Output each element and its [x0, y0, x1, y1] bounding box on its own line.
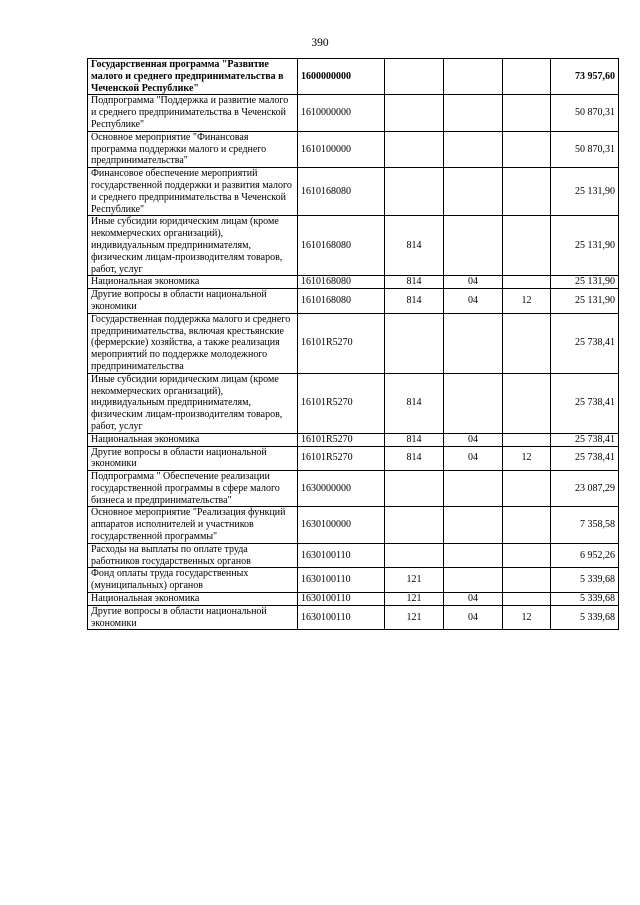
row-amount: 73 957,60: [551, 59, 619, 95]
row-name: Фонд оплаты труда государственных (муниципальных) органов: [88, 568, 298, 593]
row-code: 1610000000: [298, 95, 385, 131]
row-expense-type: 814: [385, 289, 444, 314]
row-expense-type: 814: [385, 433, 444, 446]
row-name: Другие вопросы в области национальной экономики: [88, 605, 298, 630]
row-code: 1600000000: [298, 59, 385, 95]
table-row: [88, 507, 619, 543]
row-name: Другие вопросы в области национальной экономики: [88, 446, 298, 471]
row-code: 1630100110: [298, 543, 385, 568]
row-name: Основное мероприятие "Финансовая программа поддержки малого и среднего предпринимательства": [88, 131, 298, 167]
table-row: [88, 373, 619, 433]
row-subsection: [503, 433, 551, 446]
row-name: Подпрограмма " Обеспечение реализации государственной программы в сфере малого бизнеса и предпринимательства": [88, 471, 298, 507]
row-code: 16101R5270: [298, 446, 385, 471]
row-expense-type: 814: [385, 446, 444, 471]
row-section: 04: [444, 276, 503, 289]
row-name: Иные субсидии юридическим лицам (кроме некоммерческих организаций), индивидуальным предпринимателям, физическим лицам-производителям товаров, работ, услуг: [88, 373, 298, 433]
table-row: [88, 433, 619, 446]
row-expense-type: [385, 131, 444, 167]
row-subsection: [503, 373, 551, 433]
row-section: [444, 313, 503, 373]
row-code: 1630000000: [298, 471, 385, 507]
row-code: 16101R5270: [298, 373, 385, 433]
row-subsection: [503, 131, 551, 167]
row-name: Подпрограмма "Поддержка и развитие малого и среднего предпринимательства в Чеченской Республике": [88, 95, 298, 131]
row-code: 1630100110: [298, 593, 385, 606]
row-amount: 5 339,68: [551, 605, 619, 630]
table-row: [88, 289, 619, 314]
row-amount: 50 870,31: [551, 95, 619, 131]
budget-table-body: [88, 59, 619, 630]
table-row: [88, 95, 619, 131]
row-section: [444, 471, 503, 507]
row-expense-type: [385, 59, 444, 95]
row-amount: 25 131,90: [551, 276, 619, 289]
row-name: Финансовое обеспечение мероприятий государственной поддержки и развития малого и среднего предпринимательства в Чеченской Республике": [88, 168, 298, 216]
row-expense-type: 814: [385, 373, 444, 433]
row-section: [444, 216, 503, 276]
row-subsection: [503, 471, 551, 507]
table-row: [88, 605, 619, 630]
row-code: 1610100000: [298, 131, 385, 167]
row-name: Основное мероприятие "Реализация функций аппаратов исполнителей и участников государственной программы": [88, 507, 298, 543]
table-row: [88, 543, 619, 568]
row-amount: 5 339,68: [551, 568, 619, 593]
row-section: 04: [444, 433, 503, 446]
row-amount: 25 738,41: [551, 373, 619, 433]
row-amount: 5 339,68: [551, 593, 619, 606]
row-section: [444, 373, 503, 433]
row-expense-type: 121: [385, 605, 444, 630]
row-section: 04: [444, 593, 503, 606]
row-section: 04: [444, 289, 503, 314]
row-amount: 25 738,41: [551, 433, 619, 446]
row-expense-type: [385, 95, 444, 131]
row-expense-type: [385, 543, 444, 568]
row-name: Национальная экономика: [88, 433, 298, 446]
row-name: Другие вопросы в области национальной экономики: [88, 289, 298, 314]
row-amount: 50 870,31: [551, 131, 619, 167]
table-row: [88, 276, 619, 289]
row-section: [444, 507, 503, 543]
table-row: [88, 313, 619, 373]
table-row: [88, 216, 619, 276]
table-row: [88, 59, 619, 95]
table-row: [88, 446, 619, 471]
row-amount: 7 358,58: [551, 507, 619, 543]
row-section: [444, 95, 503, 131]
row-code: 1630100110: [298, 568, 385, 593]
row-amount: 25 738,41: [551, 446, 619, 471]
row-expense-type: 814: [385, 276, 444, 289]
row-amount: 25 131,90: [551, 289, 619, 314]
row-expense-type: [385, 471, 444, 507]
row-code: 1610168080: [298, 289, 385, 314]
row-code: 16101R5270: [298, 313, 385, 373]
row-code: 1630100000: [298, 507, 385, 543]
row-name: Иные субсидии юридическим лицам (кроме некоммерческих организаций), индивидуальным предпринимателям, физическим лицам-производителям товаров, работ, услуг: [88, 216, 298, 276]
row-subsection: [503, 507, 551, 543]
budget-table: [87, 58, 619, 630]
row-section: [444, 543, 503, 568]
row-expense-type: 121: [385, 568, 444, 593]
row-subsection: 12: [503, 446, 551, 471]
row-section: [444, 168, 503, 216]
row-expense-type: [385, 507, 444, 543]
row-subsection: [503, 59, 551, 95]
row-subsection: [503, 216, 551, 276]
row-amount: 23 087,29: [551, 471, 619, 507]
row-expense-type: [385, 313, 444, 373]
row-name: Государственная поддержка малого и среднего предпринимательства, включая крестьянские (фермерские) хозяйства, а также реализация мероприятий по поддержке молодежного предпринимательства: [88, 313, 298, 373]
row-section: [444, 59, 503, 95]
row-subsection: 12: [503, 605, 551, 630]
row-expense-type: 814: [385, 216, 444, 276]
row-name: Национальная экономика: [88, 593, 298, 606]
table-row: [88, 131, 619, 167]
row-subsection: [503, 313, 551, 373]
row-section: 04: [444, 605, 503, 630]
table-row: [88, 568, 619, 593]
row-name: Государственная программа "Развитие малого и среднего предпринимательства в Чеченской Республике": [88, 59, 298, 95]
row-subsection: [503, 543, 551, 568]
table-row: [88, 593, 619, 606]
table-row: [88, 168, 619, 216]
row-amount: 6 952,26: [551, 543, 619, 568]
row-amount: 25 738,41: [551, 313, 619, 373]
row-subsection: [503, 95, 551, 131]
row-section: [444, 131, 503, 167]
row-subsection: [503, 168, 551, 216]
row-code: 1610168080: [298, 168, 385, 216]
row-expense-type: [385, 168, 444, 216]
row-code: 1630100110: [298, 605, 385, 630]
row-subsection: 12: [503, 289, 551, 314]
row-subsection: [503, 593, 551, 606]
row-code: 16101R5270: [298, 433, 385, 446]
page-number: 390: [311, 37, 329, 49]
row-section: 04: [444, 446, 503, 471]
row-expense-type: 121: [385, 593, 444, 606]
row-amount: 25 131,90: [551, 216, 619, 276]
row-code: 1610168080: [298, 216, 385, 276]
row-name: Национальная экономика: [88, 276, 298, 289]
row-subsection: [503, 276, 551, 289]
row-subsection: [503, 568, 551, 593]
row-amount: 25 131,90: [551, 168, 619, 216]
table-row: [88, 471, 619, 507]
row-name: Расходы на выплаты по оплате труда работников государственных органов: [88, 543, 298, 568]
row-code: 1610168080: [298, 276, 385, 289]
row-section: [444, 568, 503, 593]
